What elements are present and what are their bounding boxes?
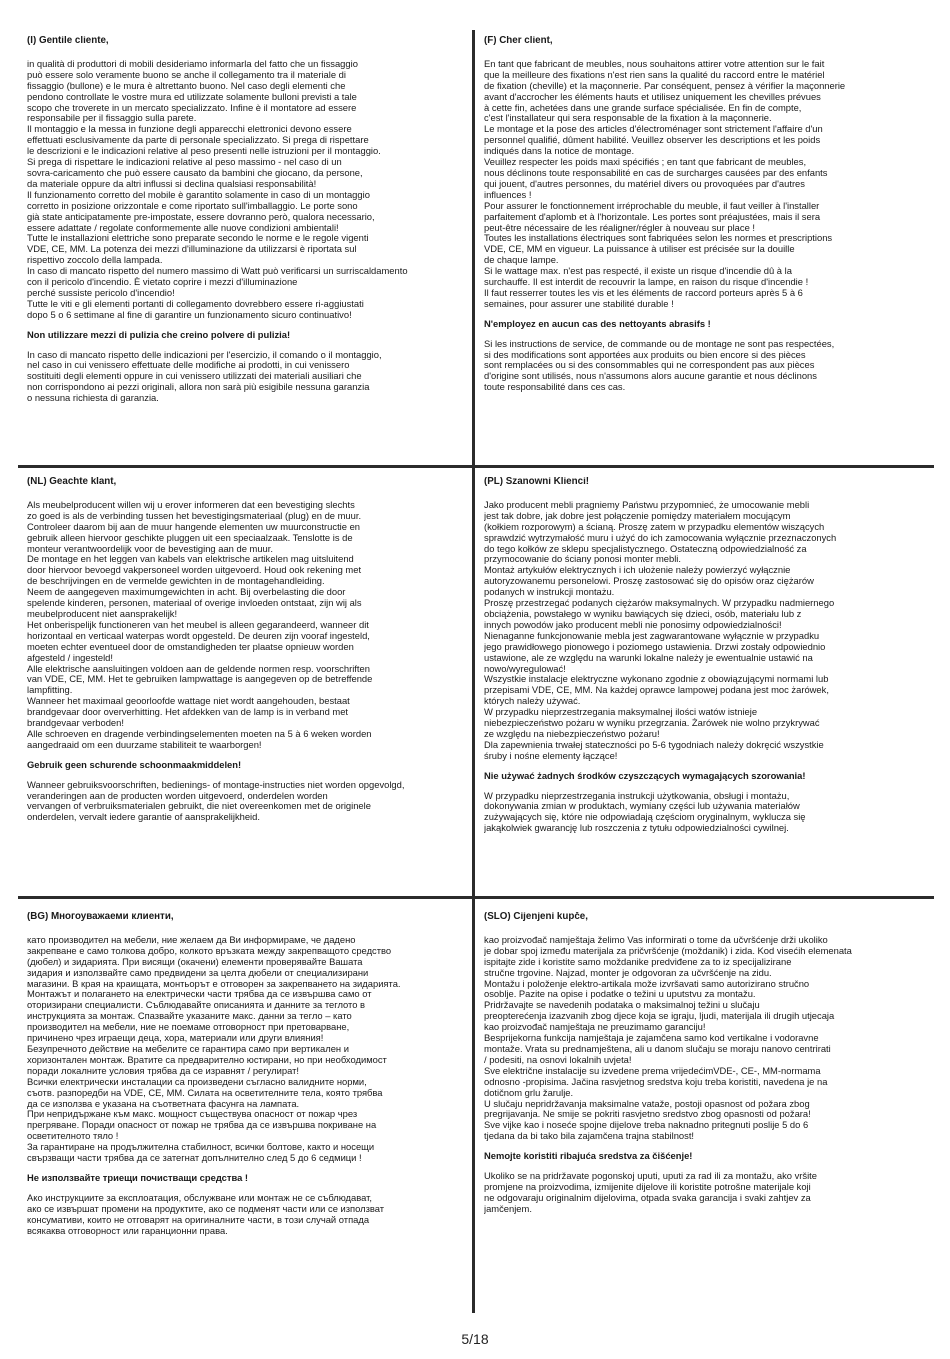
section-title: (F) Cher client, bbox=[484, 36, 553, 46]
section-slo bbox=[484, 912, 936, 1312]
section-title: (I) Gentile cliente, bbox=[27, 36, 109, 46]
warranty-text: Wanneer gebruiksvoorschriften, bedienings- of montage-instructies niet worden opgevolgd, veranderingen aan de producten worden uitgevoerd, onderdelen worden vervangen of verbruiksmaterialen gebruikt, die niet overeenkomen met de originele onderdelen, vervalt iedere garantie of aansprakelijkheid. bbox=[27, 778, 405, 823]
row-divider-1 bbox=[18, 465, 934, 468]
cleaning-warning: Gebruik geen schurende schoonmaakmiddelen! bbox=[27, 758, 242, 770]
section-title: (NL) Geachte klant, bbox=[27, 477, 117, 487]
section-title: (PL) Szanowni Klienci! bbox=[484, 477, 590, 487]
section-italian bbox=[27, 36, 472, 461]
section-title: (BG) Многоуважаеми клиенти, bbox=[27, 912, 174, 922]
section-dutch bbox=[27, 477, 472, 892]
section-body: Jako producent mebli pragniemy Państwu przypomnieć, że umocowanie mebli jest tak dobre, jak dobre jest połączenie pomiędzy materiałem mocującym (kołkiem rozporowym) a ścianą. Proszę zatem w przypadku elementów wiszących sprawdzić wytrzymałość muru i użyć do ich zamocowania wyłącznie przeznaczonych do tego kołków ze sklepu specjalistycznego. Ostateczną odpowiedzialność za przymocowanie do ściany ponosi monter mebli. Montaż artykułów elektrycznych i ich ułożenie należy powierzyć wyłącznie autoryzowanemu personelowi. Proszę zastosować się do opisów oraz ciężarów podanych w instrukcji montażu. Proszę przestrzegać podanych ciężarów maksymalnych. W przypadku nadmiernego obciążenia, powstałego w wyniku bawiących się dzieci, osób, materiału lub z innych powodów jako producent mebli nie ponosimy odpowiedzialności! Nienaganne funkcjonowanie mebla jest zagwarantowane wyłącznie w przypadku jego prawidłowego pionowego i poziomego ustawienia. Drzwi zostały odpowiednio ustawione, ale ze względu na warunki lokalne należy je ewentualnie ustawić na nowo/wyregulować! Wszystkie instalacje elektryczne wykonano zgodnie z obowiązującymi normami lub przepisami VDE, CE, MM. Na każdej oprawce lampowej podana jest moc żarówek, których należy używać. W przypadku nieprzestrzegania maksymalnej ilości watów istnieje niebezpieczeństwo pożaru w wyniku przegrzania. Żarówek nie wolno przykrywać ze względu na niebezpieczeństwo pożaru! Dla zapewnienia trwałej stateczności po 5-6 tygodniach należy dokręcić wszystkie śruby i nośne elementy łączące! bbox=[484, 498, 837, 761]
warranty-text: In caso di mancato rispetto delle indicazioni per l'esercizio, il comando o il montaggio, nel caso in cui venissero effettuate delle modifiche ai prodotti, in cui venissero sostituiti degli elementi oppure in cui venissero utilizzati dei materiali ausiliari che non corrispondono ai pezzi originali, allora non sarà più esigibile nessuna garanzia o nessuna richiesta di garanzia. bbox=[27, 348, 382, 404]
cleaning-warning: Не използвайте триещи почистващи средства ! bbox=[27, 1171, 249, 1183]
cleaning-warning: Nemojte koristiti ribajuća sredstva za čišćenje! bbox=[484, 1150, 693, 1162]
warranty-text: Ukoliko se na pridržavate pogonskoj uputi, uputi za rad ili za montažu, ako vršite promjene na proizvodima, izmijenite dijelove ili koristite potrošne materijale koji ne odgovaraju originalnim dijelovima, otpada svaka garancija i svaki zahtjev za jamčenjem. bbox=[484, 1170, 817, 1214]
cleaning-warning: N'employez en aucun cas des nettoyants abrasifs ! bbox=[484, 317, 711, 329]
section-body: Als meubelproducent willen wij u erover informeren dat een bevestiging slechts zo goed is als de verbinding tussen het bevestigingsmateriaal (plug) en de muur. Controleer daarom bij aan de muur hangende elementen uw muurconstructie en gebruik alleen hiervoor geschikte pluggen uit een speciaalzaak. Tenslotte is de monteur verantwoordelijk voor de bevestiging aan de muur. De montage en het leggen van kabels van elektrische artikelen mag uitsluitend door hiervoor bevoegd vakpersoneel worden uitgevoerd. Houd ook rekening met de beschrijvingen en de vermelde gewichten in de montagehandleiding. Neem de aangegeven maximumgewichten in acht. Bij overbelasting die door spelende kinderen, personen, materiaal of overige invloeden ontstaat, zijn wij als meubelproducent niet aansprakelijk! Het onberispelijk functioneren van het meubel is alleen gegarandeerd, wanneer dit horizontaal en verticaal waterpas wordt opgesteld. De deuren zijn vooraf ingesteld, moeten echter eventueel door de omstandigheden ter plaatse opnieuw worden afgesteld / ingesteld! Alle elektrische aansluitingen voldoen aan de geldende normen resp. voorschriften van VDE, CE, MM. Het te gebruiken lampwattage is aangegeven op de betreffende lampfitting. Wanneer het maximaal geoorloofde wattage niet wordt aangehouden, bestaat brandgevaar door oververhitting. Het afdekken van de lamp is in verband met brandgevaar verboden! Alle schroeven en dragende verbindingselementen moeten na 5 à 6 weken worden aangedraaid om een duurzame stabiliteit te waarborgen! bbox=[27, 498, 373, 750]
section-title: (SLO) Cijenjeni kupče, bbox=[484, 912, 588, 922]
warranty-text: Ако инструкциите за експлоатация, обслужване или монтаж не се съблюдават, ако се извършат промени на продуктите, ако се подменят части или се използват консумативи, които не отговарят на оригиналните части, в този случай отпада всякаква отговорност или гаранционни права. bbox=[27, 1191, 385, 1236]
section-body: като производител на мебели, ние желаем да Ви информираме, че дадено закрепване е само толкова добро, колкото връзката между закрепващото средство (дюбел) и зидарията. При висящи (окачени) елементи проверявайте Вашата зидария и използвайте само предвидени за целта дюбели от специализирани магазини. В края на краищата, монтьорът е отговорен за закрепването на зидарията. Монтажът и полагането на електрически части трябва да се извършва само от оторизирани специалисти. Съблюдавайте описанията и данните за теглото в инструкцията за монтаж. Спазвайте указаните макс. данни за тегло – като производител на мебели, ние не поемаме отговорност при претоварване, причинено чрез играещи деца, хора, материали или други влияния! Безупречното действие на мебелите се гарантира само при вертикален и хоризонтален монтаж. Вратите са предварително юстирани, но при необходимост поради локалните условия трябва да се изравнят / регулират! Всички електрически инсталации са произведени съгласно валидните норми, съотв. разпоредби на VDE, CE, MM. Силата на осветителните тела, която трябва да се използва е указана на съответната фасунга на лампата. При непридържане към макс. мощност съществува опасност от пожар чрез прегряване. Поради опасност от пожар не трябва да се извършва покриване на осветителното тяло ! За гарантиране на продължителна стабилност, всички болтове, както и носещи свързващи части трябва да се затегнат допълнително след 5 до 6 седмици ! bbox=[27, 933, 401, 1164]
cleaning-warning: Non utilizzare mezzi di pulizia che creino polvere di pulizia! bbox=[27, 328, 291, 340]
section-bulgarian bbox=[27, 912, 472, 1312]
section-french bbox=[484, 36, 936, 461]
section-body: En tant que fabricant de meubles, nous souhaitons attirer votre attention sur le fait que la meilleure des fixations n'est rien sans la qualité du raccord entre le matériel de fixation (cheville) et la maçonnerie. Par conséquent, pensez à vérifier la maçonnerie avant d'accrocher les éléments hauts et utilisez uniquement les chevilles prévues à cette fin, achetées dans une grande surface spécialisée. En fin de compte, c'est l'installateur qui sera responsable de la fixation à la maçonnerie. Le montage et la pose des articles d'électroménager sont strictement l'affaire d'un personnel qualifié, dûment habilité. Veuillez observer les descriptions et les poids indiqués dans la notice de montage. Veuillez respecter les poids maxi spécifiés ; en tant que fabricant de meubles, nous déclinons toute responsabilité en cas de surcharges causées par des enfants qui jouent, d'autres personnes, du matériel divers ou provoquées par d'autres influences ! Pour assurer le fonctionnement irréprochable du meuble, il faut veiller à l'installer parfaitement d'aplomb et à l'horizontale. Les portes sont préajustées, mais il sera peut-être nécessaire de les réaligner/régler à nouveau sur place ! Toutes les installations électriques sont fabriquées selon les normes et prescriptions VDE, CE, MM en vigueur. La puissance à utiliser est précisée sur la douille de chaque lampe. Si le wattage max. n'est pas respecté, il existe un risque d'incendie dû à la surchauffe. Il est interdit de recouvrir la lampe, en raison du risque d'incendie ! Il faut resserrer toutes les vis et les éléments de raccord porteurs après 5 à 6 semaines, pour assurer une stabilité durable ! bbox=[484, 57, 846, 309]
warranty-text: W przypadku nieprzestrzegania instrukcji użytkowania, obsługi i montażu, dokonywania zmian w produktach, wymiany części lub używania materiałów zużywających się, które nie odpowiadają częściom oryginalnym, wyklucza się jakąkolwiek gwarancję lub roszczenia z tytułu odpowiedzialności cywilnej. bbox=[484, 789, 806, 834]
section-polish bbox=[484, 477, 936, 892]
row-divider-2 bbox=[18, 896, 934, 899]
column-divider bbox=[472, 30, 475, 1313]
section-body: kao proizvođač namještaja želimo Vas informirati o tome da učvršćenje drži ukoliko je dobar spoj između materijala za pričvršćenje (moždanik) i zida. Kod visećih elemenata ispitajte zide i koristite samo moždanike predviđene za to iz specijalizirane stručne trgovine. Najzad, monter je odgovoran za učvršćenje na zidu. Montažu i položenje elektro-artikala može izvršavati samo autorizirano stručno osoblje. Pazite na opise i podatke o težini u uputstvu za montažu. Pridržavajte se navedenih podataka o maksimalnoj težini u slučaju preopterećenja izazvanih zbog djece koja se igraju, ljudi, materijala ili drugih utjecaja kao proizvođač namještaja ne preuzimamo garanciju! Besprijekorna funkcija namještaja je zajamčena samo kod vertikalne i vodoravne montaže. Vrata su prednamještena, ali u danom slučaju se moraju nanovo centrirati / podesiti, na osnovi lokalnih uvjeta! Sve električne instalacije su izvedene prema vrijedećimVDE-, CE-, MM-normama odnosno -propisima. Jačina rasvjetnog sredstva koju treba koristiti, navedena je na dotičnom grlu žarulje. U slučaju nepridržavanja maksimalne vataže, postoji opasnost od požara zbog pregrijavanja. Ne smije se pokriti rasvjetno sredstvo zbog opasnosti od požara! Sve vijke kao i nosеće spojne dijelove treba naknadno pritegnuti poslije 5 do 6 tjedana da bi tako bila zajamčena trajna stabilnost! bbox=[484, 933, 852, 1142]
cleaning-warning: Nie używać żadnych środków czyszczących wymagających szorowania! bbox=[484, 769, 806, 781]
warranty-text: Si les instructions de service, de commande ou de montage ne sont pas respectées, si des modifications sont apportées aux produits ou bien encore si des pièces sont remplacées ou si des consommables qui ne correspondent pas aux pièces d'origine sont utilisés, nous n'assumons alors aucune garantie et nous déclinons toute responsabilité dans ces cas. bbox=[484, 337, 835, 393]
section-body: in qualità di produttori di mobili desideriamo informarla del fatto che un fissaggio può essere solo veramente buono se anche il collegamento tra il materiale di fissaggio (bullone) e le mura è altrettanto buono. Nel caso degli elementi che pendono controllate le vostre mura ed utilizzate solamente bulloni previsti a tale scopo che troverete in un mercato specializzato. Infine è il montatore ad essere responsabile per il fissaggio sulla parete. Il montaggio e la messa in funzione degli apparecchi elettronici devono essere effettuati esclusivamente da parte di personale specializzato. Si prega di rispettare le descrizioni e le indicazioni relative al peso presenti nelle istruzioni per il montaggio. Si prega di rispettare le indicazioni relative al peso massimo - nel caso di un sovra-caricamento che può essere causato da bambini che giocano, da persone, da materiale oppure da altri influssi si declina qualsiasi responsabilità! Il funzionamento corretto del mobile è garantito solamente in caso di un montaggio corretto in posizione orizzontale e come riportato sull'imballaggio. Le porte sono già state anticipatamente pre-impostate, essere dovranno però, qualora necessario, essere adattate / regolate conformemente alle nuove condizioni ambientali! Tutte le installazioni elettriche sono preparate secondo le norme e le regole vigenti VDE, CE, MM. La potenza dei mezzi d'illuminazione da utilizzarsi è riportata sul rispettivo zoccolo della lampada. In caso di mancato rispetto del numero massimo di Watt può verificarsi un surriscaldamento con il pericolo d'incendio. È vietato coprire i mezzi d'illuminazione perché sussiste pericolo d'incendio! Tutte le viti e gli elementi portanti di collegamento dovrebbero essere ri-aggiustati dopo 5 o 6 settimane al fine di garantire un funzionamento sicuro continuativo! bbox=[27, 57, 408, 320]
page-number: 5/18 bbox=[461, 1331, 489, 1347]
